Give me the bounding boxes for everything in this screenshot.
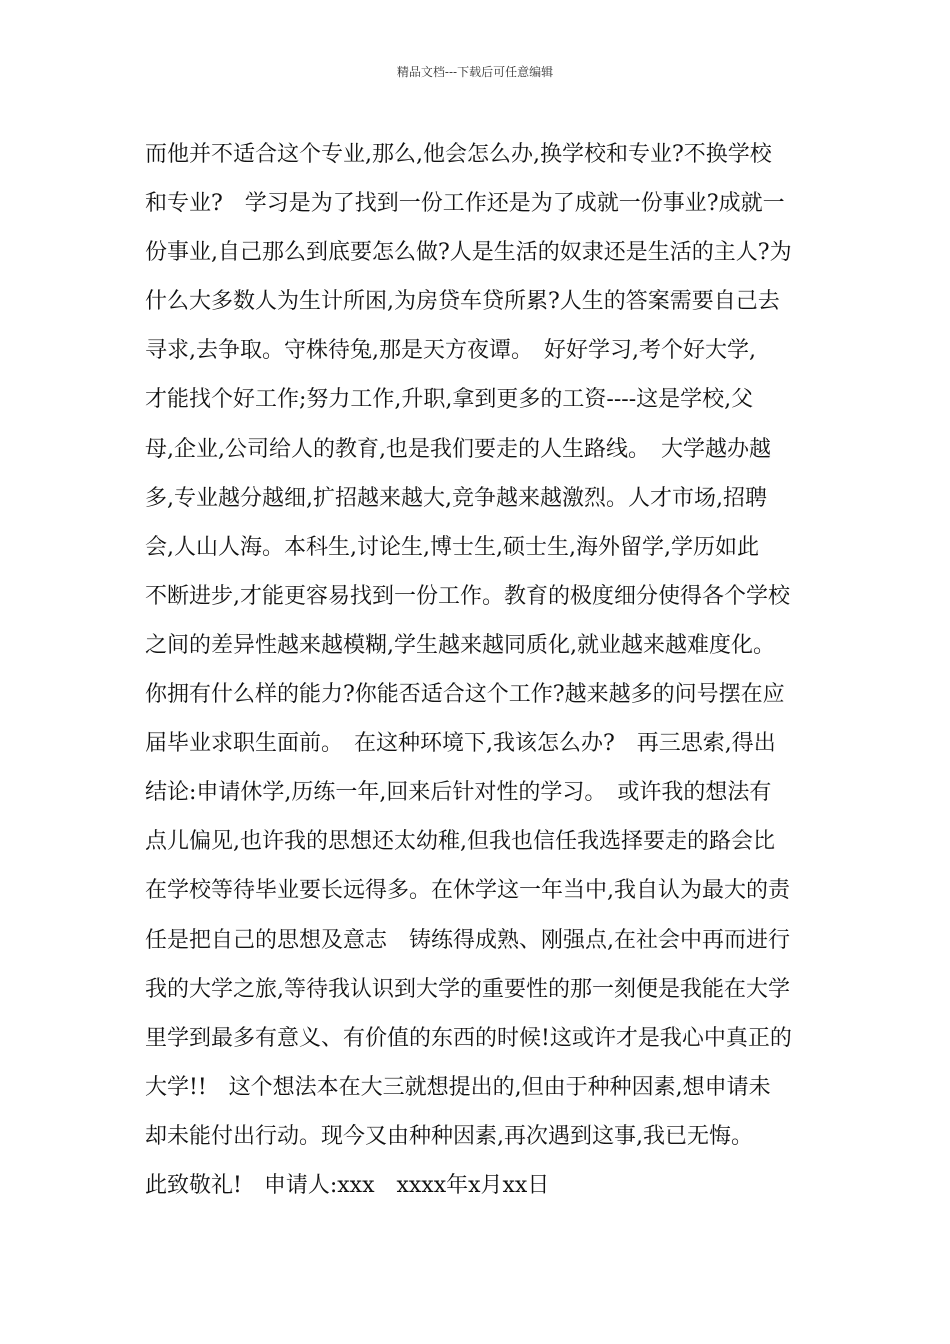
body-line: 什么大多数人为生计所困,为房贷车贷所累?人生的答案需要自己去	[145, 289, 780, 315]
body-line: 大学!! 这个想法本在大三就想提出的,但由于种种因素,想申请未	[145, 1074, 771, 1100]
body-line: 寻求,去争取。守株待兔,那是天方夜谭。 好好学习,考个好大学,	[145, 338, 756, 364]
signature-line: 此致敬礼! 申请人:xxx xxxx年x月xx日	[145, 1172, 550, 1198]
body-line: 份事业,自己那么到底要怎么做?人是生活的奴隶还是生活的主人?为	[145, 240, 792, 266]
body-line: 而他并不适合这个专业,那么,他会怎么办,换学校和专业?不换学校	[145, 142, 772, 167]
body-line: 点儿偏见,也许我的思想还太幼稚,但我也信任我选择要走的路会比	[145, 829, 775, 855]
body-line: 却未能付出行动。现今又由种种因素,再次遇到这事,我已无悔。	[145, 1123, 753, 1149]
body-line: 和专业? 学习是为了找到一份工作还是为了成就一份事业?成就一	[145, 191, 785, 217]
body-line: 结论:申请休学,历练一年,回来后针对性的学习。 或许我的想法有	[145, 780, 772, 806]
page-header: 精品文档---下载后可任意编辑	[396, 65, 554, 79]
body-line: 任是把自己的思想及意志 铸练得成熟、刚强点,在社会中再而进行	[145, 927, 790, 953]
body-line: 会,人山人海。本科生,讨论生,博士生,硕士生,海外留学,学历如此	[145, 534, 759, 560]
body-line: 届毕业求职生面前。 在这种环境下,我该怎么办? 再三思索,得出	[145, 731, 776, 757]
body-line: 在学校等待毕业要长远得多。在休学这一年当中,我自认为最大的责	[145, 878, 790, 904]
body-line: 你拥有什么样的能力?你能否适合这个工作?越来越多的问号摆在应	[145, 682, 785, 708]
body-line: 母,企业,公司给人的教育,也是我们要走的人生路线。 大学越办越	[145, 436, 771, 462]
body-line: 之间的差异性越来越模糊,学生越来越同质化,就业越来越难度化。	[145, 632, 775, 658]
body-line: 里学到最多有意义、有价值的东西的时候!这或许才是我心中真正的	[145, 1025, 792, 1051]
body-line: 才能找个好工作;努力工作,升职,拿到更多的工资----这是学校,父	[145, 387, 754, 413]
body-line: 不断进步,才能更容易找到一份工作。教育的极度细分使得各个学校	[145, 583, 790, 609]
body-line: 我的大学之旅,等待我认识到大学的重要性的那一刻便是我能在大学	[145, 976, 790, 1002]
document-body	[145, 130, 815, 1210]
body-line: 多,专业越分越细,扩招越来越大,竞争越来越激烈。人才市场,招聘	[145, 485, 767, 511]
